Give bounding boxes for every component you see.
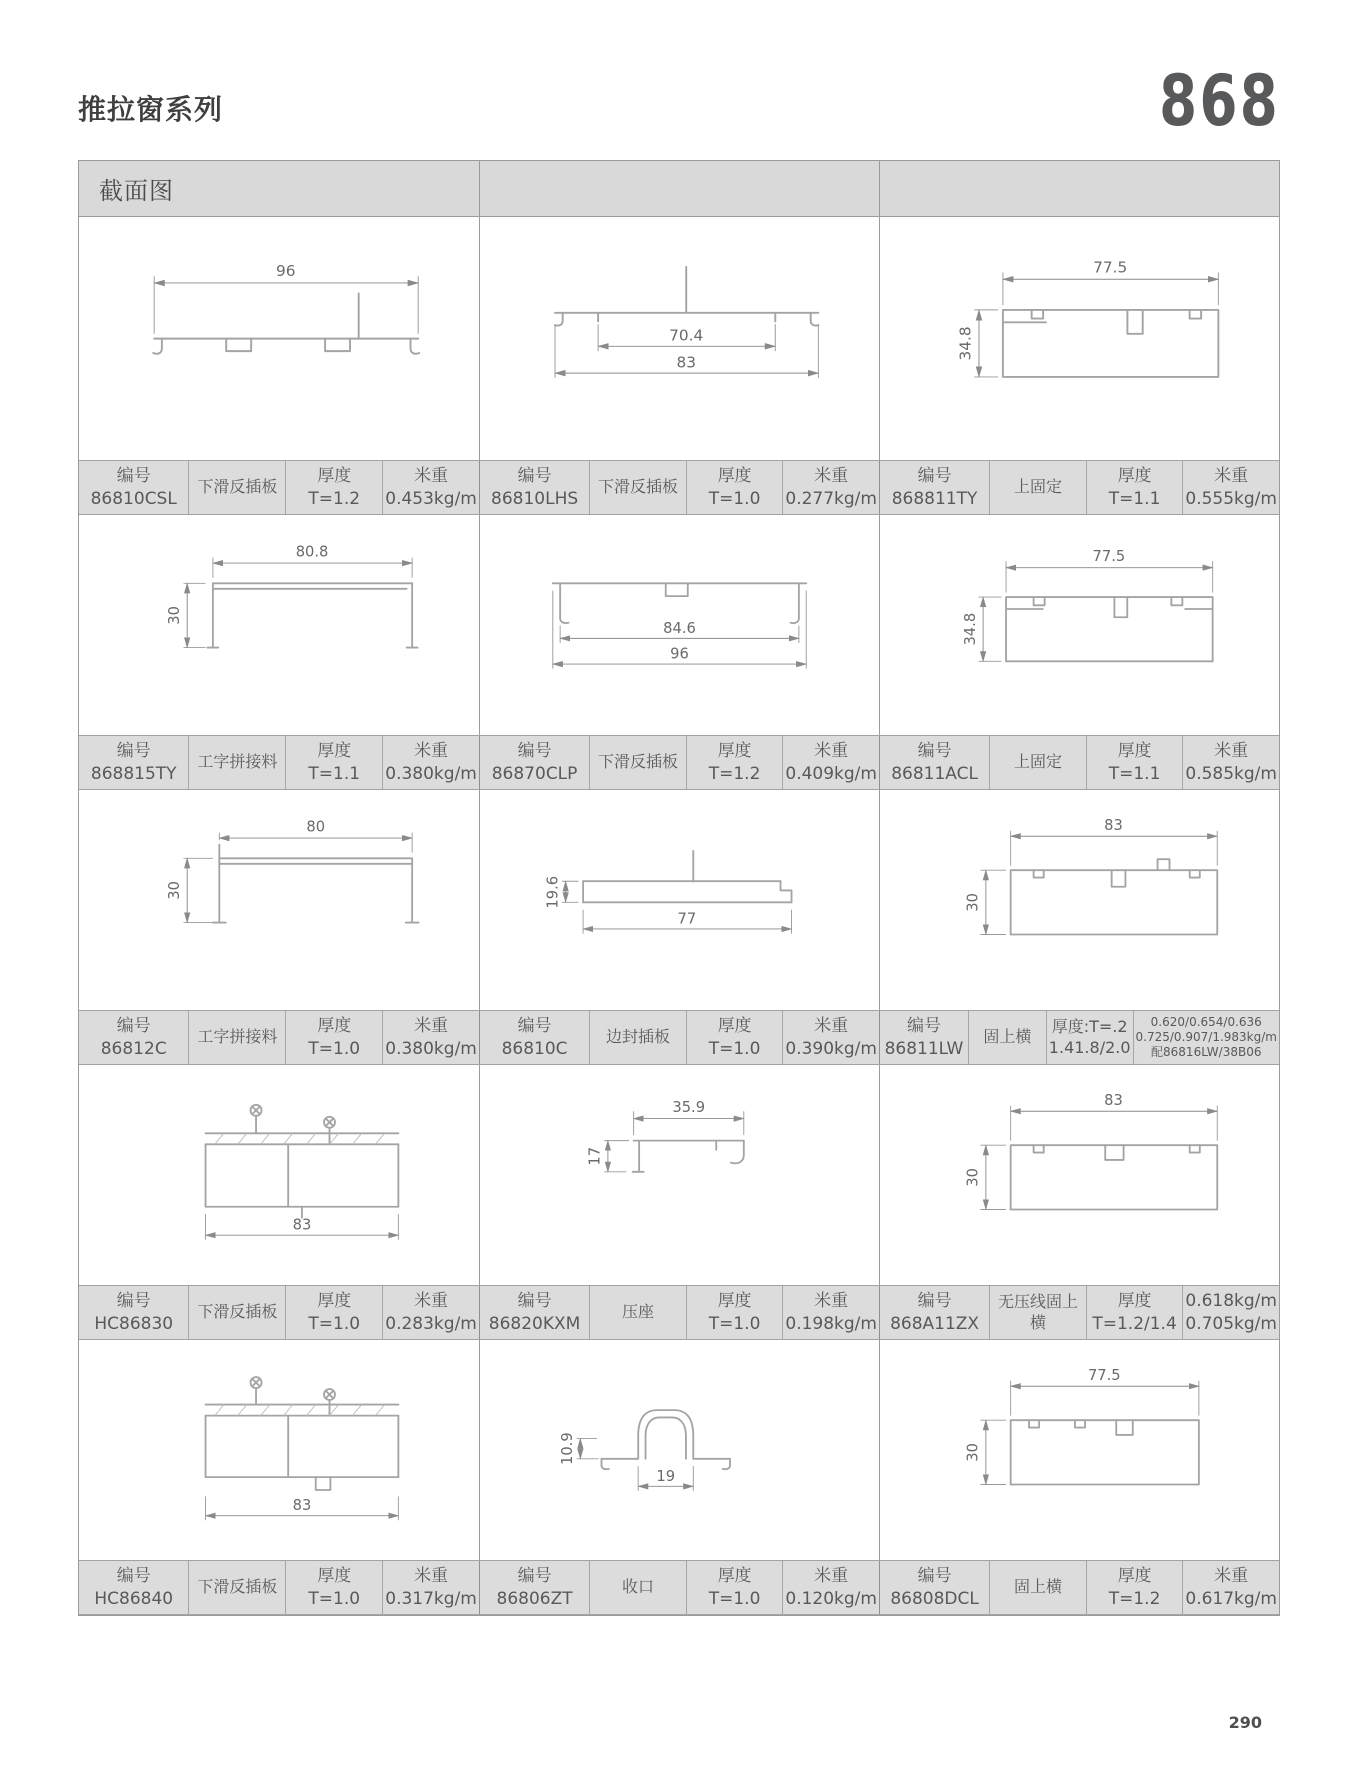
code-cell [480, 461, 589, 514]
code-label: 编号 [917, 1291, 952, 1312]
diagram-86810C [479, 790, 879, 1010]
weight-cell: 0.620/0.654/0.636 0.725/0.907/1.983kg/m 配86816LW/38B06 [1133, 1011, 1279, 1064]
diagram-row-4 [79, 1065, 1279, 1285]
series-title: 推拉窗系列 [78, 93, 224, 126]
code-cell [79, 1561, 188, 1614]
spec-group [79, 736, 479, 789]
name-cell [188, 1286, 285, 1339]
diagram-86870CLP [479, 515, 879, 735]
profile-outline [1011, 1421, 1199, 1485]
code-label: 编号 [517, 1291, 552, 1312]
code-cell [480, 1286, 589, 1339]
cross-section-drawing [488, 1069, 871, 1280]
thickness-cell: 厚度 T=1.0 [686, 461, 783, 514]
weight-cell: 米重 0.198kg/m [782, 1286, 879, 1339]
name-cell [188, 461, 285, 514]
diagram-86811LW [879, 790, 1279, 1010]
thickness-cell: 厚度 T=1.2 [686, 736, 783, 789]
profile-code: 86870CLP [491, 763, 578, 784]
data-row-3 [79, 1010, 1279, 1065]
section-header-cell [879, 161, 1279, 216]
dim-label: 30 [165, 881, 183, 901]
diagram-868811TY [879, 217, 1279, 460]
code-label: 编号 [517, 1016, 552, 1037]
dim-label: 35.9 [672, 1099, 706, 1117]
diagram-HC86840 [79, 1340, 479, 1560]
series-number: 868 [1159, 60, 1280, 142]
profile-code: 86806ZT [496, 1588, 573, 1609]
page-number: 290 [1228, 1713, 1262, 1732]
dim-label: 83 [1104, 817, 1123, 835]
profile-name: 上固定 [1013, 752, 1062, 772]
profile-code: 86812C [100, 1038, 167, 1059]
spec-group [479, 1011, 879, 1064]
name-cell [589, 1561, 686, 1614]
code-label: 编号 [116, 1566, 151, 1587]
dim-label: 83 [292, 1497, 312, 1515]
name-cell [589, 1011, 686, 1064]
diagram-86808DCL [879, 1340, 1279, 1560]
name-cell [968, 1011, 1046, 1064]
code-label: 编号 [917, 741, 952, 762]
cross-section-drawing [488, 519, 871, 730]
dim-label: 10.9 [559, 1432, 577, 1466]
thickness-cell: 厚度 T=1.0 [686, 1561, 783, 1614]
profile-name: 工字拼接料 [197, 752, 278, 772]
diagram-row-5 [79, 1340, 1279, 1560]
dim-label: 19 [656, 1468, 676, 1486]
cross-section-drawing [888, 1069, 1271, 1280]
section-header-cell [79, 161, 479, 216]
spec-group [479, 1286, 879, 1339]
name-cell [188, 1561, 285, 1614]
section-header-cell [479, 161, 879, 216]
profile-outline [206, 1105, 399, 1218]
name-cell [188, 1011, 285, 1064]
cross-section-drawing [888, 794, 1271, 1005]
spec-group [79, 1286, 479, 1339]
page-header [78, 60, 1280, 142]
name-cell [589, 461, 686, 514]
cross-section-drawing [488, 1344, 871, 1555]
code-label: 编号 [116, 466, 151, 487]
cross-section-drawing [87, 519, 471, 730]
spec-group [879, 1286, 1279, 1339]
profile-code: 86810C [501, 1038, 568, 1059]
name-cell [989, 736, 1086, 789]
dim-label: 17 [586, 1147, 604, 1166]
dim-label: 34.8 [956, 326, 975, 361]
diagram-868815TY [79, 515, 479, 735]
profile-outline [1006, 597, 1213, 661]
profile-code: 868A11ZX [890, 1313, 980, 1334]
profile-code: HC86840 [94, 1588, 174, 1609]
weight-cell: 米重 0.283kg/m [382, 1286, 479, 1339]
dim-label: 77.5 [1093, 258, 1128, 277]
dim-label: 83 [292, 1217, 312, 1235]
section-title: 截面图 [99, 177, 174, 205]
data-row-4 [79, 1285, 1279, 1340]
profile-outline [633, 1141, 744, 1172]
diagram-row-3 [79, 790, 1279, 1010]
weight-cell: 米重 0.409kg/m [782, 736, 879, 789]
cross-section-drawing [87, 1344, 471, 1555]
dim-label: 30 [964, 893, 982, 913]
profile-code: 86811ACL [891, 763, 978, 784]
spec-group [479, 1561, 879, 1614]
code-cell [79, 461, 188, 514]
thickness-cell: 厚度 T=1.2/1.4 [1086, 1286, 1183, 1339]
spec-group [879, 736, 1279, 789]
dim-label: 96 [670, 645, 689, 663]
section-header-band [79, 161, 1279, 217]
profile-name: 无压线固上横 [997, 1291, 1078, 1332]
name-cell [188, 736, 285, 789]
profile-outline [555, 267, 818, 326]
name-cell [989, 1286, 1086, 1339]
diagram-868A11ZX [879, 1065, 1279, 1285]
name-cell [989, 461, 1086, 514]
spec-group [79, 1011, 479, 1064]
dim-label: 77.5 [1087, 1367, 1121, 1385]
profile-outline [153, 293, 419, 353]
spec-group [79, 1561, 479, 1614]
diagram-86812C [79, 790, 479, 1010]
diagram-row-1 [79, 217, 1279, 460]
code-label: 编号 [517, 1566, 552, 1587]
code-cell [880, 1011, 968, 1064]
cross-section-drawing [87, 1069, 471, 1280]
spec-group [879, 461, 1279, 514]
diagram-86810CSL [79, 217, 479, 460]
profile-code: 86808DCL [890, 1588, 979, 1609]
dim-label: 77 [677, 910, 697, 928]
thickness-cell: 厚度 T=1.0 [285, 1561, 382, 1614]
code-cell [79, 1286, 188, 1339]
profile-name: 压座 [621, 1302, 654, 1322]
profile-outline [1011, 1146, 1218, 1210]
profile-code: HC86830 [94, 1313, 174, 1334]
profile-name: 收口 [621, 1577, 654, 1597]
code-cell [79, 1011, 188, 1064]
weight-cell: 米重 0.617kg/m [1182, 1561, 1279, 1614]
profile-name: 边封插板 [605, 1027, 670, 1047]
data-row-5 [79, 1560, 1279, 1615]
code-label: 编号 [116, 1016, 151, 1037]
weight-cell: 米重 0.380kg/m [382, 736, 479, 789]
weight-cell: 米重 0.380kg/m [382, 1011, 479, 1064]
thickness-cell: 厚度 T=1.2 [1086, 1561, 1183, 1614]
diagram-86811ACL [879, 515, 1279, 735]
name-cell [589, 736, 686, 789]
name-cell [989, 1561, 1086, 1614]
diagram-row-2 [79, 515, 1279, 735]
cross-section-drawing [488, 222, 871, 455]
profile-table [78, 160, 1280, 1616]
code-label: 编号 [917, 1566, 952, 1587]
cross-section-drawing [888, 222, 1271, 455]
cross-section-drawing [888, 1344, 1271, 1555]
hatch-lines [215, 1134, 385, 1145]
weight-cell: 米重 0.120kg/m [782, 1561, 879, 1614]
code-label: 编号 [517, 741, 552, 762]
dim-label: 30 [165, 606, 183, 626]
spec-group [879, 1011, 1279, 1064]
diagram-HC86830 [79, 1065, 479, 1285]
code-cell [880, 461, 989, 514]
spec-group [879, 1561, 1279, 1614]
dim-label: 70.4 [669, 326, 704, 345]
profile-name: 上固定 [1013, 477, 1062, 497]
profile-outline [583, 851, 791, 902]
diagram-86820KXM [479, 1065, 879, 1285]
hatch-lines [215, 1405, 385, 1416]
profile-name: 下滑反插板 [597, 477, 678, 497]
code-cell [880, 736, 989, 789]
code-cell [480, 736, 589, 789]
profile-code: 868811TY [891, 488, 978, 509]
dim-label: 30 [964, 1168, 982, 1188]
profile-code: 868815TY [90, 763, 177, 784]
thickness-cell: 厚度 T=1.1 [1086, 736, 1183, 789]
profile-name: 固上横 [983, 1027, 1032, 1047]
profile-outline [553, 584, 806, 624]
code-cell [880, 1561, 989, 1614]
profile-name: 下滑反插板 [197, 1577, 278, 1597]
weight-cell: 米重 0.390kg/m [782, 1011, 879, 1064]
profile-code: 86820KXM [488, 1313, 581, 1334]
profile-name: 下滑反插板 [197, 1302, 278, 1322]
dim-label: 19.6 [544, 876, 562, 910]
spec-group [479, 736, 879, 789]
code-cell [480, 1561, 589, 1614]
code-label: 编号 [906, 1016, 941, 1037]
cross-section-drawing [888, 519, 1271, 730]
profile-code: 86810CSL [90, 488, 177, 509]
profile-code: 86811LW [884, 1038, 964, 1059]
weight-cell: 米重 0.277kg/m [782, 461, 879, 514]
code-cell [480, 1011, 589, 1064]
thickness-cell: 厚度 T=1.1 [1086, 461, 1183, 514]
weight-cell: 米重 0.555kg/m [1182, 461, 1279, 514]
profile-name: 下滑反插板 [197, 477, 278, 497]
profile-outline [601, 1411, 730, 1470]
dim-label: 34.8 [961, 613, 979, 646]
dim-label: 83 [1104, 1092, 1123, 1110]
code-cell [880, 1286, 989, 1339]
code-label: 编号 [116, 1291, 151, 1312]
dim-label: 96 [275, 262, 296, 281]
dim-label: 80.8 [295, 544, 329, 562]
profile-code: 86810LHS [491, 488, 579, 509]
name-cell [589, 1286, 686, 1339]
diagram-86806ZT [479, 1340, 879, 1560]
thickness-cell: 厚度 T=1.1 [285, 736, 382, 789]
weight-cell: 米重 0.453kg/m [382, 461, 479, 514]
thickness-cell: 厚度 T=1.2 [285, 461, 382, 514]
thickness-cell: 厚度 T=1.0 [285, 1286, 382, 1339]
thickness-cell: 厚度 T=1.0 [285, 1011, 382, 1064]
thickness-cell: 厚度:T=.2 1.41.8/2.0 [1046, 1011, 1133, 1064]
dim-label: 83 [676, 353, 696, 372]
profile-name: 固上横 [1013, 1577, 1062, 1597]
cross-section-drawing [488, 794, 871, 1005]
data-row-2 [79, 735, 1279, 790]
spec-group [479, 461, 879, 514]
profile-outline [213, 845, 419, 923]
profile-name: 工字拼接料 [197, 1027, 278, 1047]
code-cell [79, 736, 188, 789]
dim-label: 77.5 [1092, 548, 1126, 566]
weight-cell: 米重 0.585kg/m [1182, 736, 1279, 789]
weight-cell: 米重 0.317kg/m [382, 1561, 479, 1614]
data-row-1 [79, 460, 1279, 515]
profile-outline [207, 584, 417, 648]
thickness-cell: 厚度 T=1.0 [686, 1286, 783, 1339]
code-label: 编号 [116, 741, 151, 762]
dim-label: 80 [306, 819, 326, 837]
diagram-86810LHS [479, 217, 879, 460]
profile-outline [206, 1377, 399, 1490]
spec-group [79, 461, 479, 514]
cross-section-drawing [87, 222, 471, 455]
weight-cell: 0.618kg/m 0.705kg/m [1182, 1286, 1279, 1339]
thickness-cell: 厚度 T=1.0 [686, 1011, 783, 1064]
cross-section-drawing [87, 794, 471, 1005]
code-label: 编号 [917, 466, 952, 487]
profile-name: 下滑反插板 [597, 752, 678, 772]
dim-label: 30 [964, 1443, 982, 1463]
profile-outline [1003, 310, 1218, 377]
code-label: 编号 [517, 466, 552, 487]
dim-label: 84.6 [663, 620, 696, 638]
profile-outline [1011, 860, 1218, 935]
